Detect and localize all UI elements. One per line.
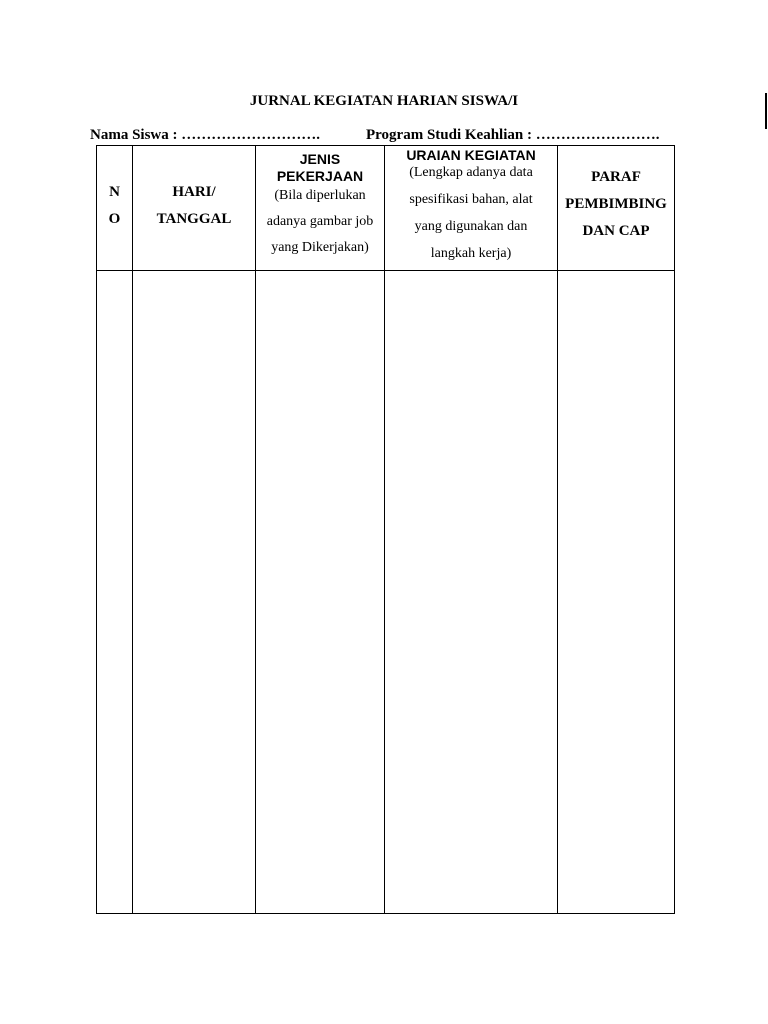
body-cell-work-type[interactable]: [256, 271, 385, 914]
header-signature: [558, 146, 675, 271]
header-work-type-title1: JENIS: [299, 151, 341, 167]
header-work-type: [256, 146, 385, 271]
header-no-line1: N: [109, 184, 120, 200]
text-cursor-mark: [765, 93, 767, 129]
header-work-type-note2: adanya gambar job: [266, 214, 374, 229]
header-work-type-note3: yang Dikerjakan): [271, 240, 369, 255]
student-name-field: Nama Siswa : ……………………….: [90, 127, 321, 143]
body-cell-description[interactable]: [385, 271, 558, 914]
journal-table: [96, 145, 675, 914]
header-description-note2: spesifikasi bahan, alat: [409, 192, 533, 207]
header-work-type-title2: PEKERJAAN: [276, 168, 364, 184]
header-description: [385, 146, 558, 271]
header-signature-line1: PARAF: [591, 169, 641, 185]
document-title: JURNAL KEGIATAN HARIAN SISWA/I: [249, 93, 519, 109]
header-signature-line2: PEMBIMBING: [565, 196, 667, 212]
body-cell-date[interactable]: [133, 271, 256, 914]
header-description-note3: yang digunakan dan: [414, 219, 528, 234]
table-body-row: [97, 271, 675, 914]
header-date-line2: TANGGAL: [156, 211, 232, 227]
header-date: [133, 146, 256, 271]
header-description-title: URAIAN KEGIATAN: [406, 147, 536, 163]
header-no-line2: O: [108, 211, 121, 227]
header-signature-line3: DAN CAP: [582, 223, 650, 239]
header-description-note4: langkah kerja): [430, 246, 512, 261]
body-cell-no[interactable]: [97, 271, 133, 914]
study-program-field: Program Studi Keahlian : …………………….: [366, 127, 660, 143]
header-work-type-note1: (Bila diperlukan: [274, 188, 366, 203]
table-header-row: [97, 146, 675, 271]
header-description-note1: (Lengkap adanya data: [409, 165, 533, 180]
header-no: [97, 146, 133, 271]
header-date-line1: HARI/: [172, 184, 216, 200]
body-cell-signature[interactable]: [558, 271, 675, 914]
